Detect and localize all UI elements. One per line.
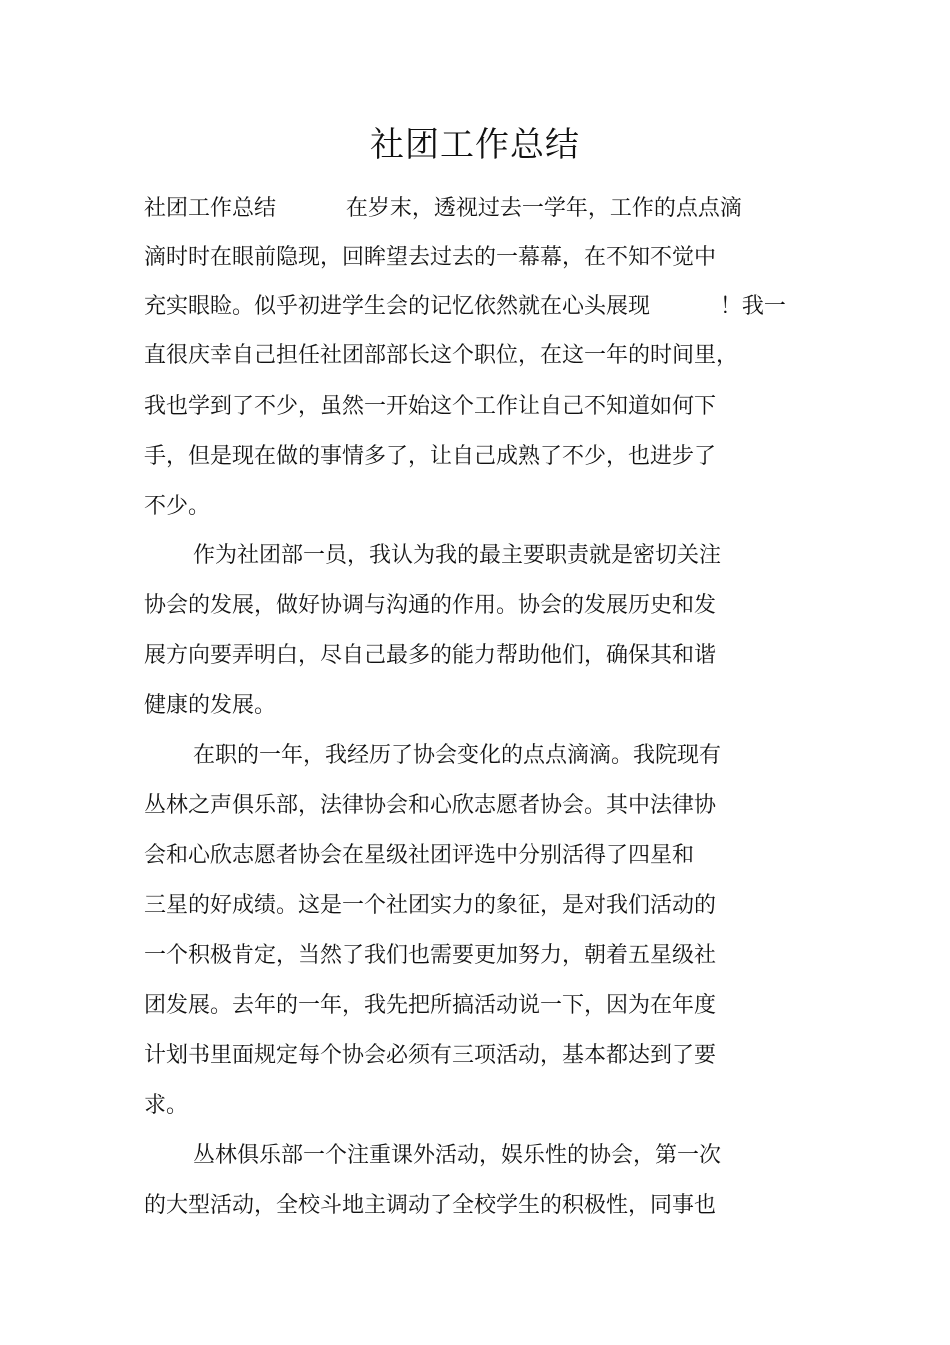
- body-line: 一个积极肯定，当然了我们也需要更加努力，朝着五星级社: [144, 943, 717, 968]
- body-line: 展方向要弄明白，尽自己最多的能力帮助他们，确保其和谐: [144, 643, 717, 668]
- body-line: 团发展。去年的一年，我先把所搞活动说一下，因为在年度: [144, 993, 717, 1018]
- body-line: 会和心欣志愿者协会在星级社团评选中分别活得了四星和: [144, 843, 695, 868]
- body-line: 直很庆幸自己担任社团部部长这个职位，在这一年的时间里，: [144, 343, 739, 368]
- paragraph-first-line: 在职的一年，我经历了协会变化的点点滴滴。我院现有: [193, 743, 722, 768]
- body-line: 社团工作总结 在岁末，透视过去一学年，工作的点点滴: [144, 196, 742, 221]
- body-line: 充实眼睑。似乎初进学生会的记忆依然就在心头展现 ！我一: [144, 294, 786, 319]
- body-line: 协会的发展，做好协调与沟通的作用。协会的发展历史和发: [144, 593, 717, 618]
- body-line: 计划书里面规定每个协会必须有三项活动，基本都达到了要: [144, 1043, 717, 1068]
- body-line: 的大型活动，全校斗地主调动了全校学生的积极性，同事也: [144, 1193, 717, 1218]
- body-line: 求。: [144, 1093, 189, 1118]
- body-line: 手，但是现在做的事情多了，让自己成熟了不少，也进步了: [144, 444, 717, 469]
- body-line: 不少。: [144, 494, 211, 519]
- body-line: 三星的好成绩。这是一个社团实力的象征，是对我们活动的: [144, 893, 717, 918]
- paragraph-first-line: 作为社团部一员，我认为我的最主要职责就是密切关注: [193, 543, 722, 568]
- body-line: 丛林之声俱乐部，法律协会和心欣志愿者协会。其中法律协: [144, 793, 717, 818]
- paragraph-first-line: 丛林俱乐部一个注重课外活动，娱乐性的协会，第一次: [193, 1143, 722, 1168]
- body-line: 健康的发展。: [144, 693, 277, 718]
- document-title: 社团工作总结: [370, 125, 580, 165]
- body-line: 我也学到了不少，虽然一开始这个工作让自己不知道如何下: [144, 394, 717, 419]
- body-line: 滴时时在眼前隐现，回眸望去过去的一幕幕，在不知不觉中: [144, 245, 717, 270]
